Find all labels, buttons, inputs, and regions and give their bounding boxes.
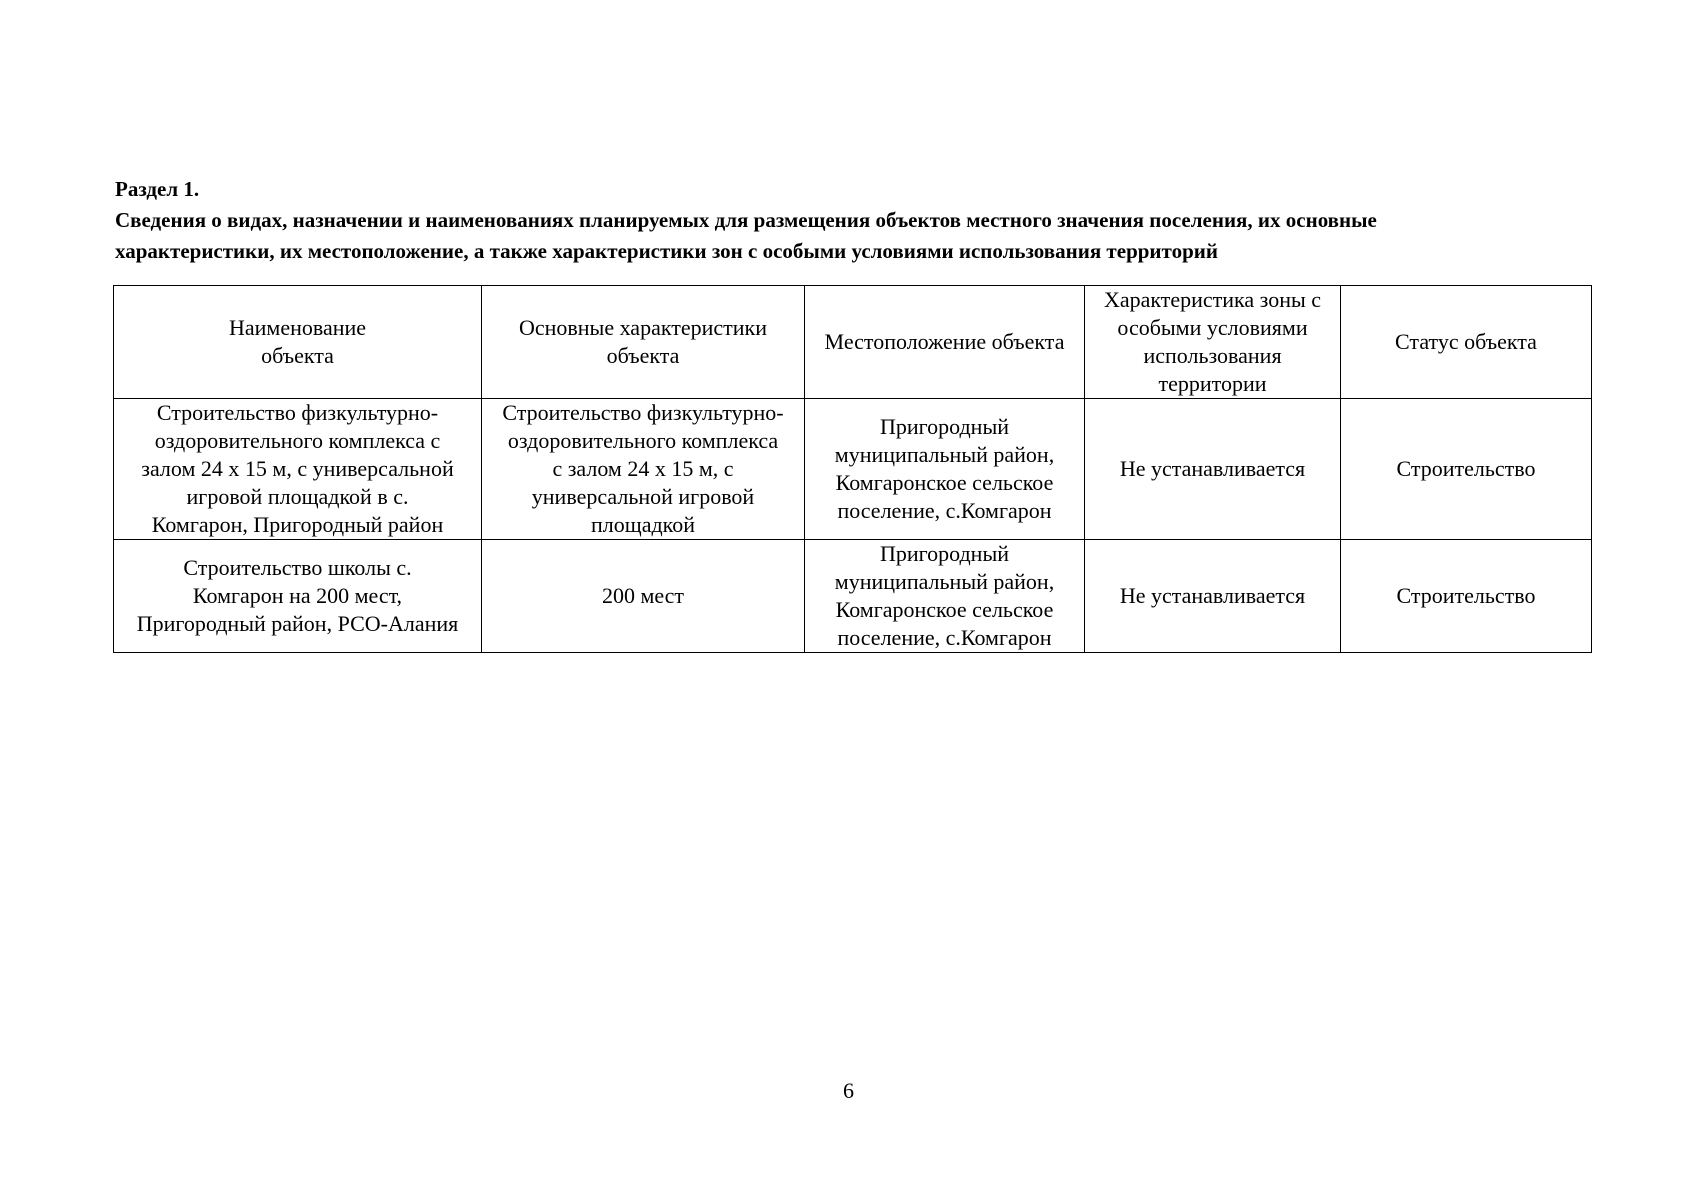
cell-object-name: [114, 399, 482, 540]
planned-objects-table: [113, 285, 1592, 653]
cell-line: Строительство физкультурно-: [502, 400, 784, 425]
cell-line: Комгарон на 200 мест,: [192, 583, 403, 608]
cell-line: универсальной игровой: [531, 484, 755, 509]
cell-main-characteristics: [482, 540, 805, 653]
header-line: особыми условиями: [1117, 315, 1308, 340]
cell-line: поселение, с.Комгарон: [837, 498, 1052, 523]
header-object-status: [1341, 286, 1592, 399]
cell-line: Пригородный: [879, 414, 1010, 439]
cell-line: оздоровительного комплекса: [507, 428, 779, 453]
header-line: объекта: [261, 343, 334, 368]
table-row: [114, 399, 1592, 540]
table-header-row: [114, 286, 1592, 399]
cell-line: Пригородный район, РСО-Алания: [136, 611, 459, 636]
cell-line: Пригородный: [879, 541, 1010, 566]
cell-line: Не устанавливается: [1119, 583, 1306, 608]
section-heading: [115, 174, 1595, 267]
cell-zone-characteristics: [1085, 399, 1341, 540]
header-zone-characteristics: [1085, 286, 1341, 399]
cell-line: муниципальный район,: [834, 569, 1055, 594]
cell-line: Строительство школы с.: [183, 555, 412, 580]
header-line: Местоположение объекта: [824, 329, 1065, 354]
cell-main-characteristics: [482, 399, 805, 540]
section-label: Раздел 1.: [115, 177, 200, 201]
header-object-name: [114, 286, 482, 399]
cell-line: поселение, с.Комгарон: [837, 625, 1052, 650]
header-line: Наименование: [228, 315, 367, 340]
cell-line: Комгаронское сельское: [835, 597, 1054, 622]
cell-line: 200 мест: [601, 583, 685, 608]
header-line: территории: [1158, 371, 1267, 396]
table-row: [114, 540, 1592, 653]
cell-line: игровой площадкой в с.: [186, 484, 409, 509]
cell-line: площадкой: [591, 512, 695, 537]
cell-line: залом 24 х 15 м, с универсальной: [141, 456, 454, 481]
cell-line: с залом 24 х 15 м, с: [552, 456, 734, 481]
header-main-characteristics: [482, 286, 805, 399]
cell-location: [805, 399, 1085, 540]
section-title-line-1: Сведения о видах, назначении и наименованиях планируемых для размещения объектов местного значения поселения, их основные: [115, 208, 1377, 232]
cell-line: Строительство: [1396, 583, 1536, 608]
cell-object-status: [1341, 399, 1592, 540]
cell-line: Не устанавливается: [1119, 456, 1306, 481]
cell-line: оздоровительного комплекса с: [154, 428, 441, 453]
page-number: 6: [843, 1078, 854, 1103]
cell-line: Строительство физкультурно-: [156, 400, 439, 425]
cell-object-status: [1341, 540, 1592, 653]
header-location: [805, 286, 1085, 399]
header-line: объекта: [606, 343, 680, 368]
header-line: использования: [1143, 343, 1282, 368]
cell-zone-characteristics: [1085, 540, 1341, 653]
cell-line: муниципальный район,: [834, 442, 1055, 467]
cell-line: Комгаронское сельское: [835, 470, 1054, 495]
cell-object-name: [114, 540, 482, 653]
cell-location: [805, 540, 1085, 653]
header-line: Характеристика зоны с: [1103, 287, 1322, 312]
cell-line: Строительство: [1396, 456, 1536, 481]
section-title-line-2: характеристики, их местоположение, а также характеристики зон с особыми условиями использования территорий: [115, 239, 1218, 263]
header-line: Основные характеристики: [518, 315, 768, 340]
header-line: Статус объекта: [1395, 329, 1537, 354]
cell-line: Комгарон, Пригородный район: [151, 512, 444, 537]
